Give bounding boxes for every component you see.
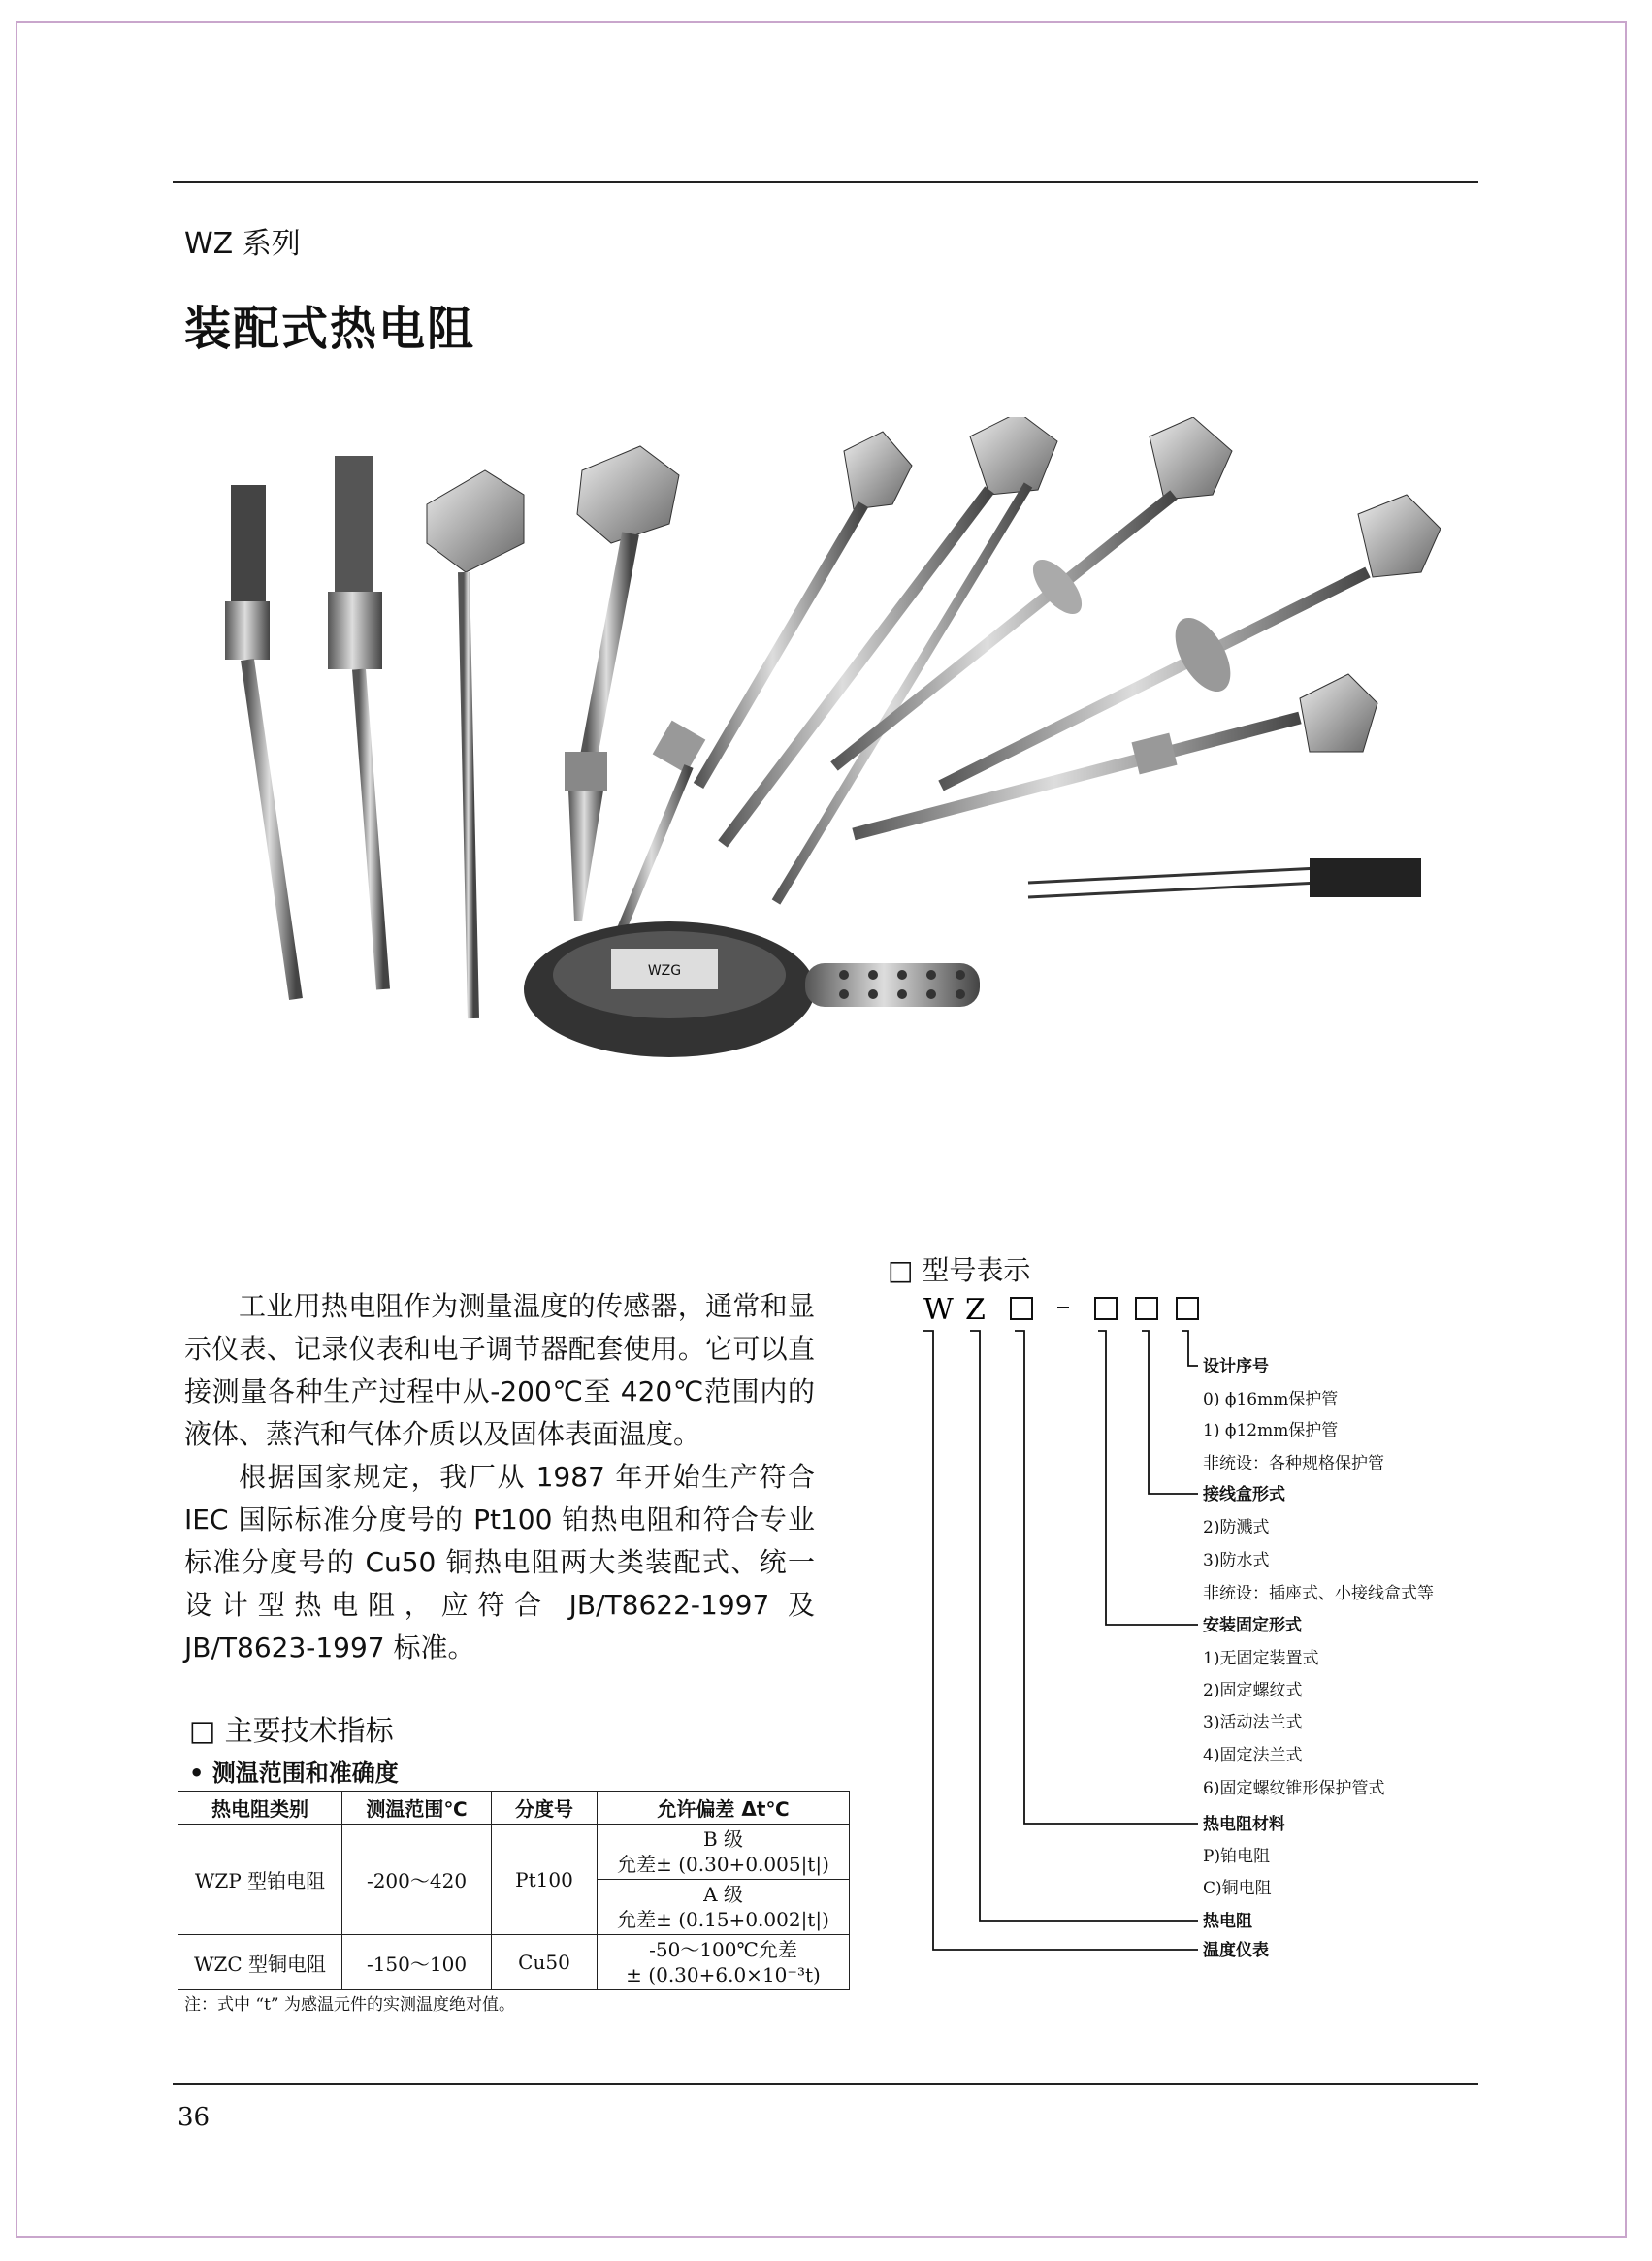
cell-tolerance-a bbox=[598, 1880, 850, 1935]
table-note: 注：式中 “t” 为感温元件的实测温度绝对值。 bbox=[184, 1995, 516, 2015]
cell-index: Cu50 bbox=[492, 1935, 598, 1990]
product-photo bbox=[204, 417, 1465, 1077]
label-junction-3: 3)防水式 bbox=[1203, 1551, 1270, 1570]
sensor-head-1 bbox=[427, 470, 524, 1018]
code-box-mount bbox=[1095, 1298, 1117, 1319]
surface-sensor bbox=[1028, 858, 1421, 897]
spec-subtitle: • 测温范围和准确度 bbox=[189, 1760, 399, 1787]
label-mount-1: 1)无固定装置式 bbox=[1203, 1649, 1319, 1668]
cell-range: -200～420 bbox=[342, 1825, 492, 1935]
table-header-row bbox=[178, 1792, 850, 1825]
label-design-0: 0) ϕ16mm保护管 bbox=[1203, 1390, 1339, 1409]
bottom-rule bbox=[173, 2083, 1478, 2085]
label-material-p: P)铂电阻 bbox=[1203, 1847, 1271, 1866]
top-rule bbox=[173, 181, 1478, 183]
label-junction: 接线盒形式 bbox=[1203, 1485, 1285, 1504]
code-letter-w: W bbox=[923, 1293, 954, 1327]
cell-tolerance-b bbox=[598, 1825, 850, 1880]
cell-type: WZC 型铜电阻 bbox=[178, 1935, 342, 1990]
table-row bbox=[178, 1935, 850, 1990]
label-junction-other: 非统设：插座式、小接线盒式等 bbox=[1203, 1584, 1434, 1603]
label-material-c: C)铜电阻 bbox=[1203, 1879, 1272, 1898]
code-box-design bbox=[1177, 1298, 1198, 1319]
series-label: WZ 系列 bbox=[184, 227, 301, 261]
intro-paragraph-2: 根据国家规定，我厂从 1987 年开始生产符合 IEC 国际标准分度号的 Pt100 铂热电阻和符合专业标准分度号的 Cu50 铜热电阻两大类装配式、统一设计型热电阻，应符合 JB/T8622-1997 及 JB/T8623-1997 标准。 bbox=[184, 1461, 815, 1663]
sensor-head-2 bbox=[565, 446, 679, 921]
code-letter-z: Z bbox=[965, 1293, 986, 1327]
tolerance-b-label: B 级 bbox=[702, 1827, 744, 1851]
tolerance-line-2: ± (0.30+6.0×10⁻³t) bbox=[626, 1963, 821, 1986]
page-number: 36 bbox=[178, 2103, 211, 2132]
tolerance-a-label: A 级 bbox=[703, 1883, 743, 1906]
sensor-plug-2 bbox=[328, 456, 383, 989]
label-material: 热电阻材料 bbox=[1203, 1815, 1285, 1834]
table-row bbox=[178, 1825, 850, 1880]
spec-section-title: □ 主要技术指标 bbox=[189, 1714, 394, 1747]
cell-index: Pt100 bbox=[492, 1825, 598, 1935]
label-mount-6: 6)固定螺纹锥形保护管式 bbox=[1203, 1779, 1385, 1798]
tolerance-line-1: -50～100℃允差 bbox=[649, 1938, 797, 1961]
model-heading: □ 型号表示 bbox=[888, 1254, 1031, 1286]
intro-paragraph-1: 工业用热电阻作为测量温度的传感器，通常和显示仪表、记录仪表和电子调节器配套使用。它可以直接测量各种生产过程中从-200℃至 420℃范围内的液体、蒸汽和气体介质以及固体表面温度。 bbox=[184, 1290, 815, 1450]
label-mount-4: 4)固定法兰式 bbox=[1203, 1746, 1303, 1765]
code-box-junction bbox=[1136, 1298, 1157, 1319]
intro-text bbox=[184, 1285, 815, 1669]
page-title: 装配式热电阻 bbox=[184, 302, 476, 356]
label-rtd: 热电阻 bbox=[1203, 1912, 1252, 1931]
sensor-plug-1 bbox=[225, 485, 296, 999]
label-design-1: 1) ϕ12mm保护管 bbox=[1203, 1421, 1339, 1440]
cell-range: -150～100 bbox=[342, 1935, 492, 1990]
col-header-type: 热电阻类别 bbox=[178, 1792, 342, 1825]
code-box-material bbox=[1011, 1298, 1032, 1319]
tolerance-a-value: 允差± (0.15+0.002|t|) bbox=[617, 1908, 829, 1931]
col-header-range: 测温范围℃ bbox=[342, 1792, 492, 1825]
model-code-diagram bbox=[873, 1280, 1494, 1979]
cell-tolerance bbox=[598, 1935, 850, 1990]
label-junction-2: 2)防溅式 bbox=[1203, 1518, 1270, 1537]
label-mount-3: 3)活动法兰式 bbox=[1203, 1713, 1303, 1732]
tolerance-b-value: 允差± (0.30+0.005|t|) bbox=[617, 1853, 829, 1876]
label-mount-2: 2)固定螺纹式 bbox=[1203, 1681, 1303, 1700]
label-design-other: 非统设：各种规格保护管 bbox=[1203, 1454, 1384, 1473]
label-mount: 安装固定形式 bbox=[1203, 1616, 1302, 1635]
label-design: 设计序号 bbox=[1203, 1357, 1269, 1376]
cell-type: WZP 型铂电阻 bbox=[178, 1825, 342, 1935]
leader-lines bbox=[923, 1331, 1198, 1950]
col-header-tolerance: 允许偏差 Δt℃ bbox=[598, 1792, 850, 1825]
col-header-index: 分度号 bbox=[492, 1792, 598, 1825]
label-instrument: 温度仪表 bbox=[1203, 1941, 1269, 1960]
explosion-proof-sensor bbox=[524, 921, 980, 1057]
spec-table bbox=[178, 1791, 850, 1990]
nameplate-label: WZG bbox=[647, 963, 682, 979]
